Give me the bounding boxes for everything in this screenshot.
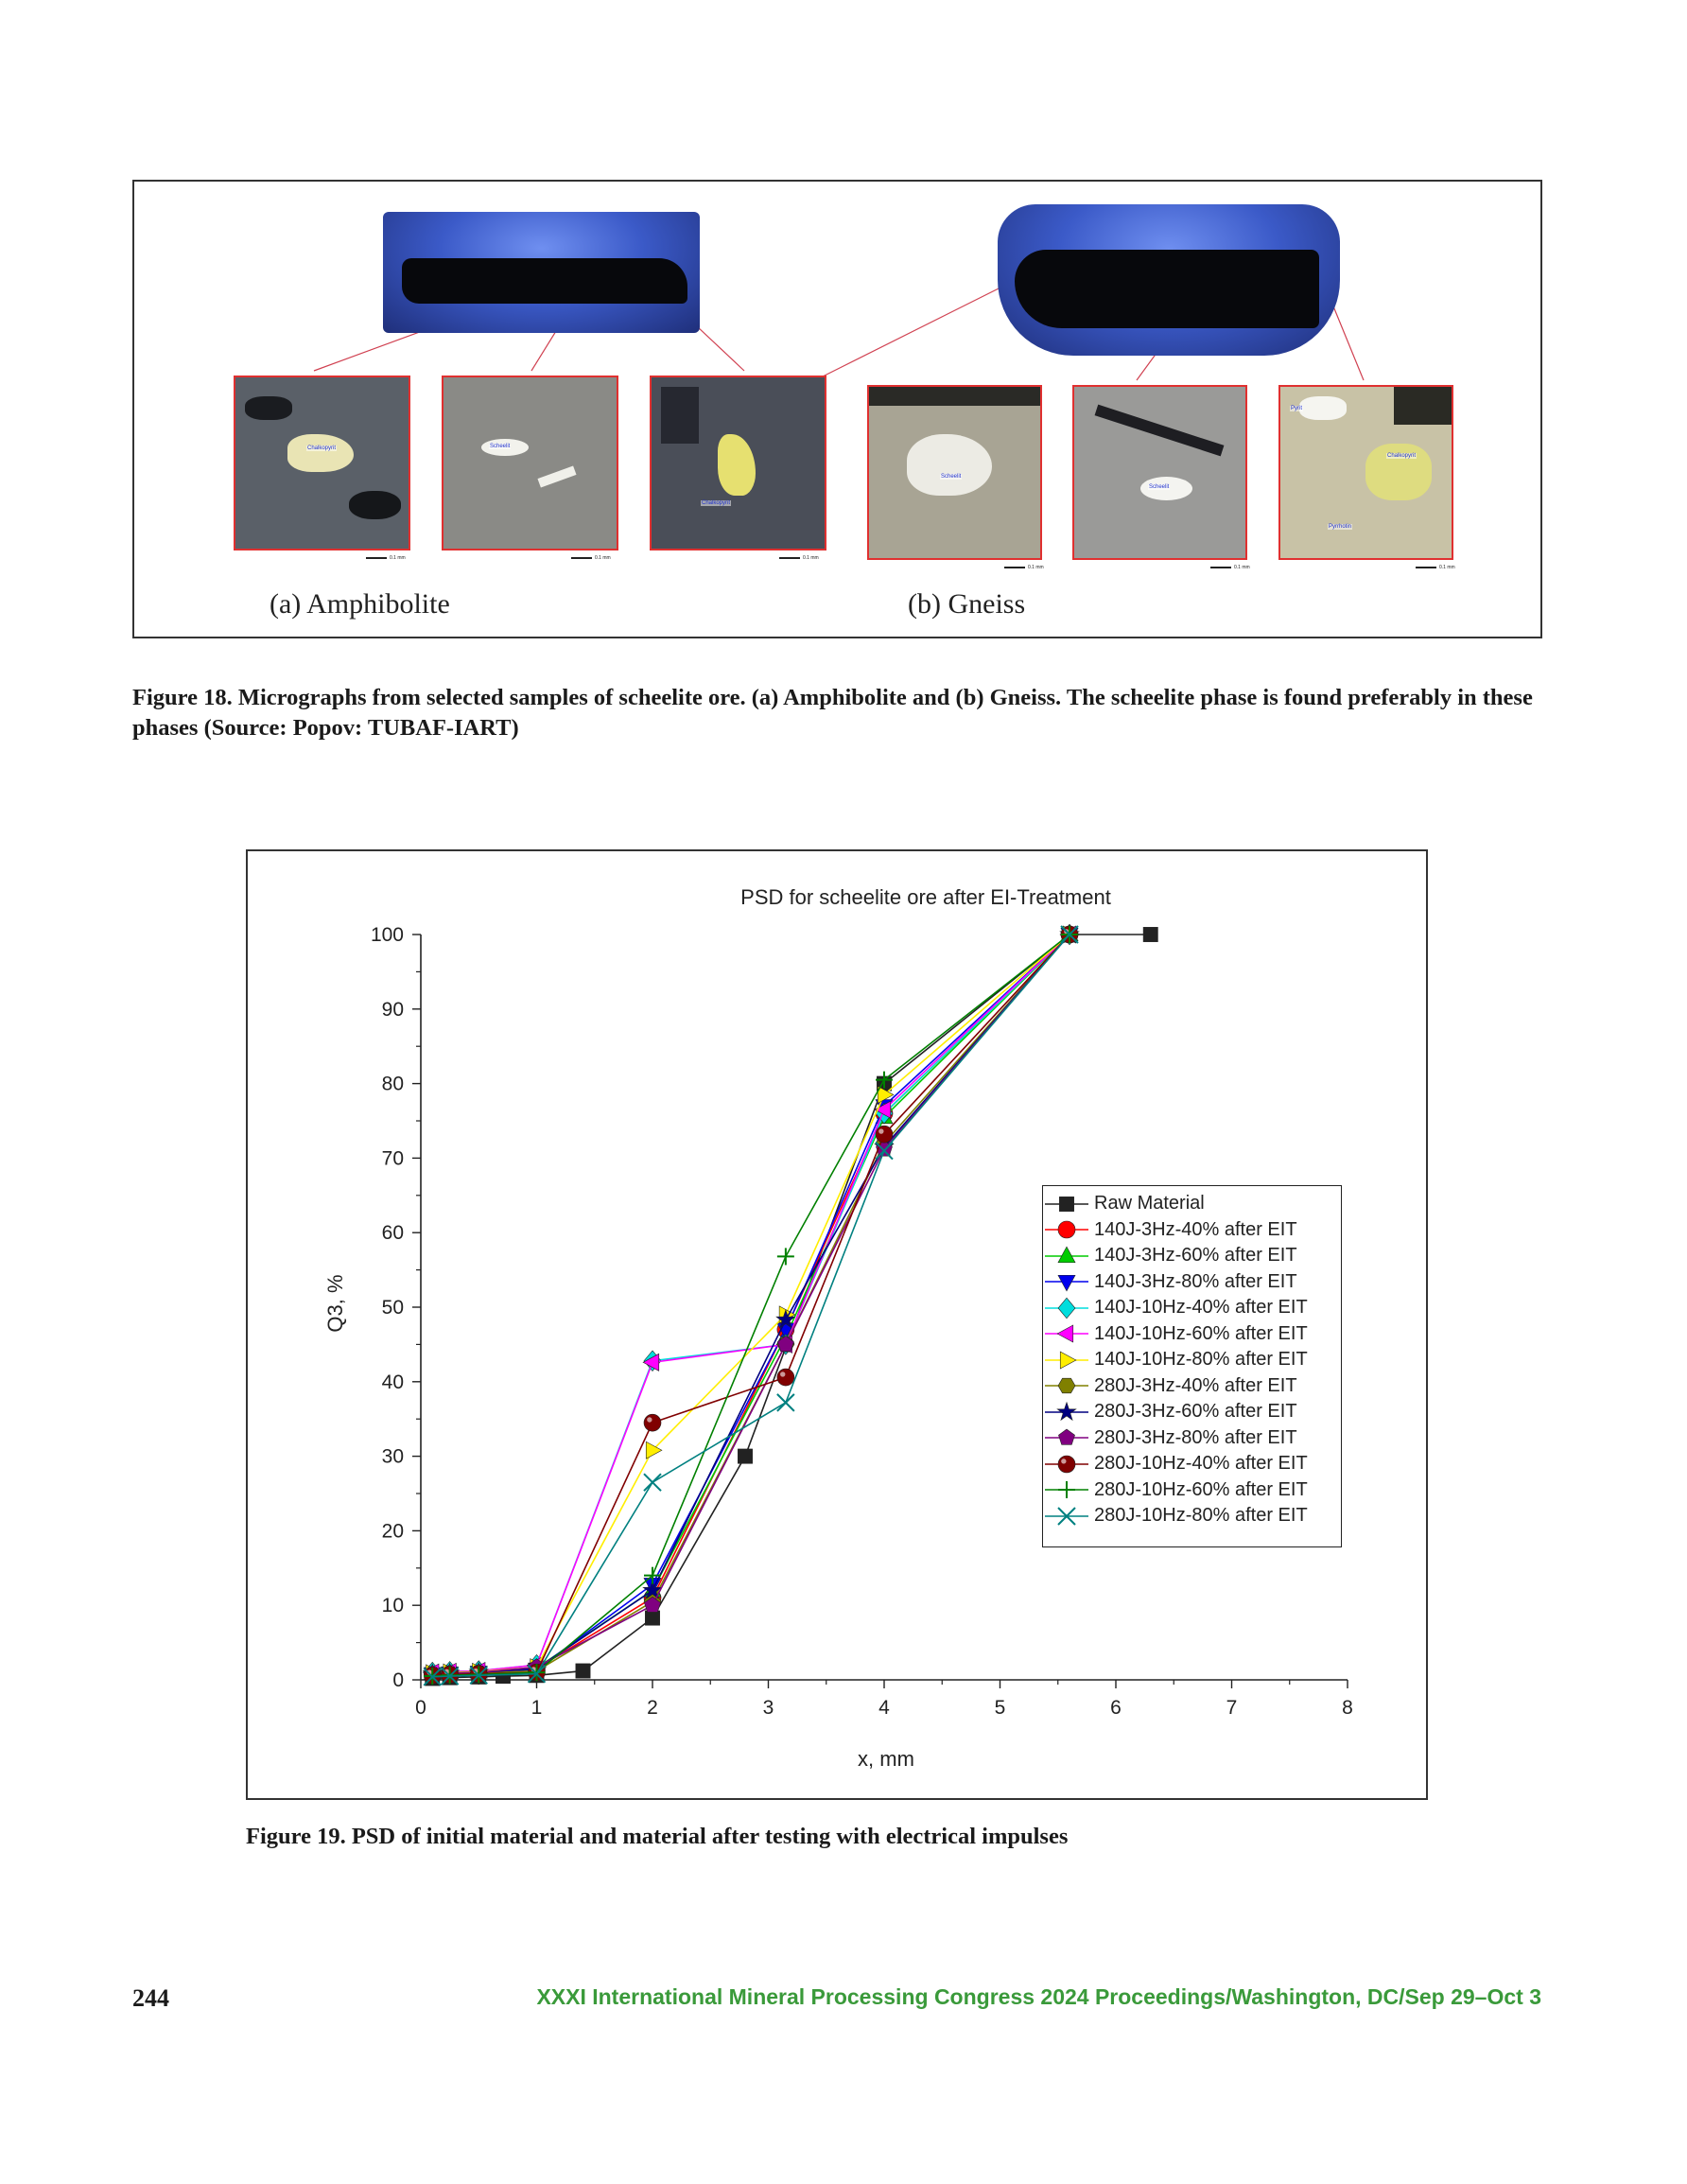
data-point xyxy=(1057,1402,1076,1420)
data-point xyxy=(1057,1325,1073,1342)
data-point xyxy=(777,1248,794,1265)
legend-swatch xyxy=(1043,1245,1090,1267)
data-point xyxy=(738,1449,752,1463)
data-point xyxy=(777,1394,794,1411)
data-point xyxy=(876,1126,893,1143)
legend-label: 140J-3Hz-60% after EIT xyxy=(1094,1245,1297,1266)
legend-swatch xyxy=(1043,1401,1090,1424)
micro-label: Pyrit xyxy=(1291,406,1302,411)
legend-swatch xyxy=(1043,1193,1090,1215)
chart-title: PSD for scheelite ore after EI-Treatment xyxy=(740,885,1111,909)
point-highlight xyxy=(647,1417,652,1422)
scale-bar: 0.1 mm xyxy=(1004,565,1044,570)
gneiss-overview-photo xyxy=(998,204,1340,356)
x-tick-label: 2 xyxy=(647,1697,658,1719)
x-tick-label: 6 xyxy=(1110,1697,1122,1719)
x-tick-label: 3 xyxy=(762,1697,774,1719)
legend-label: 280J-10Hz-40% after EIT xyxy=(1094,1453,1308,1474)
series-3 xyxy=(424,928,1078,1683)
figure-19-panel xyxy=(246,849,1428,1800)
figure-18-caption: Figure 18. Micrographs from selected samples of scheelite ore. (a) Amphibolite and (b) Gneiss. The scheelite phase is found preferably in these phases (Source: Popov: TUBAF-IART) xyxy=(132,685,1533,741)
micro-label: Chalkopyrit xyxy=(1387,453,1417,459)
data-point xyxy=(644,1474,661,1491)
legend-swatch xyxy=(1043,1374,1090,1397)
y-tick-label: 50 xyxy=(381,1297,404,1319)
x-axis-label: x, mm xyxy=(858,1747,914,1771)
legend-label: 280J-3Hz-80% after EIT xyxy=(1094,1426,1297,1448)
legend-label: 140J-10Hz-80% after EIT xyxy=(1094,1349,1308,1370)
y-tick-label: 80 xyxy=(381,1073,404,1095)
y-tick-label: 100 xyxy=(370,924,404,946)
legend-swatch xyxy=(1043,1426,1090,1449)
scale-bar: 0.1 mm xyxy=(366,555,406,561)
figure-19-caption: Figure 19. PSD of initial material and material after testing with electrical impulses xyxy=(246,1824,1069,1849)
series-7 xyxy=(424,927,1078,1682)
legend-item xyxy=(1043,1243,1297,1268)
scale-bar: 0.1 mm xyxy=(1416,565,1455,570)
legend-label: 280J-10Hz-80% after EIT xyxy=(1094,1505,1308,1526)
scale-bar: 0.1 mm xyxy=(1210,565,1250,570)
y-tick-label: 90 xyxy=(381,998,404,1021)
micrograph-b1 xyxy=(867,385,1042,560)
legend-item xyxy=(1043,1191,1205,1216)
micro-label: Scheelit xyxy=(941,474,962,480)
x-tick-label: 8 xyxy=(1342,1697,1353,1719)
legend-label: 280J-3Hz-40% after EIT xyxy=(1094,1374,1297,1396)
y-tick-label: 70 xyxy=(381,1147,404,1170)
legend-swatch xyxy=(1043,1349,1090,1372)
footer-text: XXXI International Mineral Processing Congress 2024 Proceedings/Washington, DC/Sep 29–Oct 3 xyxy=(536,1984,1541,2009)
point-highlight xyxy=(878,1128,883,1133)
data-point xyxy=(1058,1275,1075,1291)
legend-swatch xyxy=(1043,1322,1090,1345)
amphibolite-overview-photo xyxy=(383,212,700,333)
legend-item xyxy=(1043,1425,1297,1451)
micrograph-b2 xyxy=(1072,385,1247,560)
legend-label: 280J-10Hz-60% after EIT xyxy=(1094,1478,1308,1500)
legend-item xyxy=(1043,1373,1297,1399)
y-tick-label: 40 xyxy=(381,1371,404,1393)
data-point xyxy=(646,1441,662,1459)
x-tick-label: 1 xyxy=(530,1697,543,1719)
x-tick-label: 0 xyxy=(415,1697,426,1719)
micrograph-a1 xyxy=(234,376,410,550)
page-number: 244 xyxy=(132,1984,169,2012)
micro-label: Scheelit xyxy=(1149,484,1170,490)
data-point xyxy=(1058,1481,1075,1498)
subfigure-a-label: (a) Amphibolite xyxy=(270,588,450,620)
legend-item xyxy=(1043,1269,1297,1295)
legend-item xyxy=(1043,1451,1308,1476)
data-point xyxy=(1058,1247,1075,1263)
chart-legend xyxy=(1042,1185,1342,1547)
micro-label: Chalkopyrit xyxy=(702,500,731,506)
x-tick-label: 5 xyxy=(994,1697,1006,1719)
micrograph-a3 xyxy=(650,376,826,550)
legend-item xyxy=(1043,1503,1308,1529)
point-highlight xyxy=(1061,1459,1066,1463)
data-point xyxy=(777,1369,794,1386)
micrograph-a2 xyxy=(442,376,618,550)
point-highlight xyxy=(780,1372,785,1376)
legend-label: 140J-3Hz-80% after EIT xyxy=(1094,1270,1297,1292)
y-tick-label: 20 xyxy=(381,1520,404,1543)
legend-label: Raw Material xyxy=(1094,1193,1205,1214)
legend-label: 140J-3Hz-40% after EIT xyxy=(1094,1218,1297,1240)
y-axis-label: Q3, % xyxy=(323,1274,347,1333)
x-tick-label: 7 xyxy=(1226,1697,1238,1719)
series-line xyxy=(432,935,1070,1677)
micrograph-b3 xyxy=(1278,385,1453,560)
data-point xyxy=(1058,1298,1075,1319)
data-point xyxy=(1143,927,1157,941)
legend-item xyxy=(1043,1217,1297,1243)
data-point xyxy=(1058,1378,1075,1393)
y-tick-label: 0 xyxy=(392,1669,404,1691)
data-point xyxy=(1058,1429,1074,1444)
series-6 xyxy=(426,926,1079,1682)
figure-18-panel xyxy=(132,180,1542,638)
data-point xyxy=(1058,1221,1075,1238)
legend-item xyxy=(1043,1295,1308,1320)
series-12 xyxy=(424,926,1078,1686)
data-point xyxy=(1060,1352,1076,1369)
legend-item xyxy=(1043,1347,1308,1372)
subfigure-b-label: (b) Gneiss xyxy=(908,588,1026,620)
legend-item xyxy=(1043,1399,1297,1424)
legend-item xyxy=(1043,1477,1308,1503)
legend-swatch xyxy=(1043,1478,1090,1501)
legend-swatch xyxy=(1043,1453,1090,1476)
micro-label: Scheelit xyxy=(490,444,511,449)
data-point xyxy=(1059,1197,1073,1211)
legend-label: 280J-3Hz-60% after EIT xyxy=(1094,1401,1297,1422)
y-tick-label: 10 xyxy=(381,1595,404,1617)
legend-item xyxy=(1043,1321,1308,1347)
legend-swatch xyxy=(1043,1218,1090,1241)
data-point xyxy=(644,1414,661,1431)
data-point xyxy=(645,1611,659,1625)
data-point xyxy=(1058,1456,1075,1473)
scale-bar: 0.1 mm xyxy=(779,555,819,561)
legend-swatch xyxy=(1043,1270,1090,1293)
legend-label: 140J-10Hz-60% after EIT xyxy=(1094,1322,1308,1344)
data-point xyxy=(576,1664,590,1678)
y-tick-label: 60 xyxy=(381,1222,404,1245)
y-tick-label: 30 xyxy=(381,1445,404,1468)
micro-label: Chalkopyrit xyxy=(307,446,337,451)
x-tick-label: 4 xyxy=(878,1697,890,1719)
micro-label: Pyrrhotin xyxy=(1329,524,1352,530)
scale-bar: 0.1 mm xyxy=(571,555,611,561)
legend-label: 140J-10Hz-40% after EIT xyxy=(1094,1297,1308,1318)
legend-swatch xyxy=(1043,1505,1090,1528)
legend-swatch xyxy=(1043,1297,1090,1319)
